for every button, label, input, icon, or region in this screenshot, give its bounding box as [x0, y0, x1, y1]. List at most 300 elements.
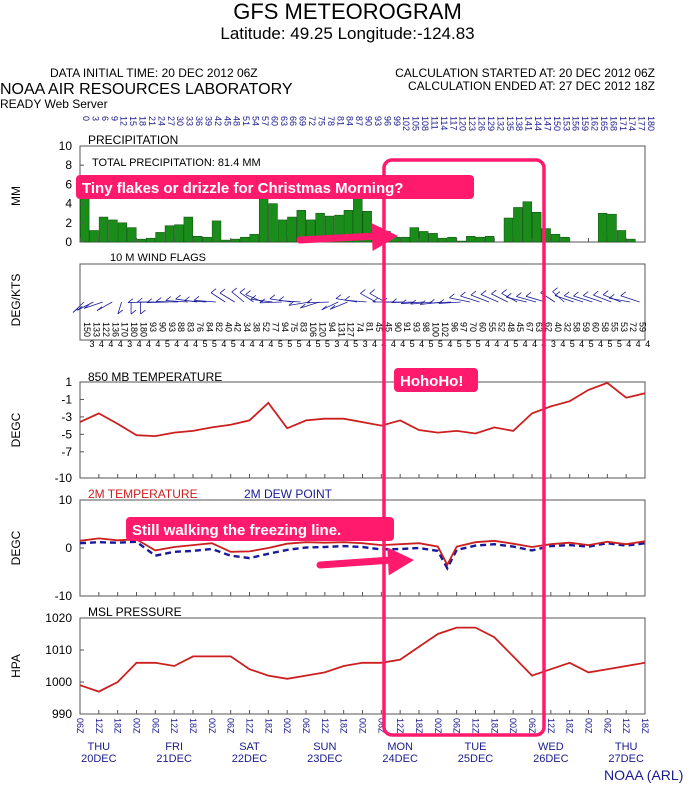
date-label: 21DEC	[156, 753, 192, 765]
precip-y-tick-label: 8	[65, 158, 72, 173]
mslp-title: MSL PRESSURE	[88, 605, 182, 619]
utc-hour-label: 12Z	[319, 718, 330, 734]
wind-speed-label: 4	[390, 339, 396, 349]
forecast-hour-label: 105	[410, 116, 421, 132]
day-label: FRI	[165, 741, 184, 753]
forecast-hour-label: 15	[128, 116, 139, 127]
forecast-hour-label: 123	[467, 116, 478, 132]
wind-ylabel: DEG/KTS	[9, 273, 23, 327]
wind-speed-label: 5	[202, 339, 208, 349]
date-label: 25DEC	[457, 753, 494, 765]
utc-hour-label: 12Z	[470, 718, 481, 734]
forecast-hour-label: 162	[589, 116, 600, 132]
mslp-y-tick-label: 1020	[45, 611, 72, 625]
forecast-hour-label: 33	[184, 116, 195, 127]
forecast-hour-label: 24	[156, 116, 167, 127]
wind-barb-flag	[553, 288, 558, 292]
wind-speed-label: 5	[428, 339, 434, 349]
t850-y-tick-label: -1	[61, 392, 72, 407]
forecast-hour-label: 60	[269, 116, 280, 127]
forecast-hour-label: 135	[504, 116, 515, 132]
utc-hour-label: 12Z	[93, 718, 104, 734]
wind-barb-flag	[166, 297, 171, 301]
precip-bar	[551, 234, 560, 242]
utc-hour-label: 00Z	[131, 718, 142, 734]
day-label: MON	[387, 741, 414, 753]
wind-direction-label: 45	[383, 322, 394, 333]
day-label: WED	[537, 741, 564, 753]
wind-speed-label: 4	[579, 339, 585, 349]
wind-direction-label: 62	[543, 322, 554, 333]
forecast-hour-label: 18	[137, 116, 148, 127]
forecast-hour-label: 45	[222, 116, 233, 127]
precip-y-tick-label: 0	[65, 235, 72, 249]
forecast-hour-label: 111	[429, 116, 440, 130]
wind-speed-label: 3	[550, 339, 556, 349]
wind-barb-flag	[603, 291, 608, 295]
precip-y-tick-label: 2	[65, 215, 72, 230]
wind-barb-flag	[185, 297, 190, 301]
wind-speed-label: 5	[607, 339, 613, 349]
precip-bar	[146, 238, 155, 242]
wind-speed-label: 4	[136, 339, 142, 349]
wind-speed-label: 3	[127, 339, 133, 349]
wind-direction-label: 42	[232, 322, 243, 333]
wind-speed-label: 5	[475, 339, 481, 349]
wind-barb-flag	[194, 296, 199, 300]
wind-barb	[583, 296, 602, 302]
wind-direction-label: 52	[496, 322, 507, 333]
forecast-hour-label: 90	[363, 116, 374, 127]
t850-y-tick-label: -7	[61, 444, 72, 459]
wind-barb-flag	[345, 296, 350, 300]
wind-direction-label: 90	[392, 322, 403, 333]
precip-bar	[165, 226, 174, 242]
wind-speed-label: 3	[89, 339, 95, 349]
wind-direction-label: 83	[298, 322, 309, 333]
precip-y-tick-label: 6	[65, 177, 72, 192]
precip-bar	[287, 217, 296, 242]
wind-barb	[360, 293, 376, 302]
utc-hour-label: 12Z	[169, 718, 180, 734]
wind-speed-label: 5	[466, 339, 472, 349]
wind-speed-label: 4	[249, 339, 255, 349]
precip-bar	[419, 231, 428, 242]
mslp-ylabel: HPA	[9, 654, 23, 678]
precip-bar	[127, 228, 136, 242]
wind-direction-label: 67	[524, 322, 535, 333]
forecast-hour-label: 168	[608, 116, 619, 132]
wind-speed-label: 5	[437, 339, 443, 349]
wind-speed-label: 5	[164, 339, 170, 349]
wind-barb	[211, 293, 225, 302]
utc-hour-label: 06Z	[527, 718, 537, 734]
wind-speed-label: 4	[597, 339, 604, 349]
wind-direction-label: 58	[599, 322, 610, 333]
wind-speed-label: 4	[532, 339, 538, 349]
day-label: THU	[614, 741, 638, 753]
forecast-hour-label: 132	[495, 116, 506, 132]
wind-direction-label: 45	[515, 322, 526, 333]
t850-frame	[80, 382, 645, 478]
utc-hour-label: 18Z	[338, 718, 349, 734]
wind-barb-flag	[460, 292, 465, 296]
forecast-hour-label: 78	[325, 116, 336, 127]
forecast-hour-label: 150	[551, 116, 562, 132]
forecast-hour-label: 99	[391, 116, 402, 127]
wind-barb	[449, 298, 470, 302]
wind-speed-label: 4	[258, 339, 265, 349]
precip-ylabel: MM	[9, 186, 23, 206]
wind-speed-label: 4	[193, 339, 199, 349]
forecast-hour-label: 30	[175, 116, 186, 127]
wind-direction-label: 40	[552, 322, 563, 333]
wind-barb-flag	[232, 288, 237, 292]
precip-title: PRECIPITATION	[88, 133, 179, 147]
utc-hour-label: 00Z	[508, 718, 519, 734]
wind-speed-label: 5	[287, 339, 293, 349]
forecast-hour-label: 120	[457, 116, 468, 132]
precip-bar	[626, 239, 635, 242]
wind-barb-flag	[246, 291, 251, 295]
day-label: TUE	[464, 741, 487, 753]
wind-speed-label: 3	[362, 339, 368, 349]
wind-direction-label: 102	[439, 322, 450, 338]
forecast-hour-label: 177	[636, 116, 647, 132]
wind-speed-label: 4	[635, 339, 641, 349]
utc-hour-label: 12Z	[545, 718, 556, 734]
wind-barb-flag	[137, 298, 142, 302]
wind-speed-label: 5	[230, 339, 236, 349]
precip-bar	[259, 192, 268, 242]
forecast-hour-label: 144	[533, 116, 543, 132]
precip-bar	[109, 220, 118, 242]
wind-speed-label: 4	[343, 339, 349, 349]
temp-note: HohoHo!	[400, 373, 464, 390]
wind-speed-label: 4	[155, 339, 161, 349]
precip-bar	[448, 237, 457, 242]
wind-barb	[593, 295, 611, 302]
wind-barb-flag	[449, 294, 454, 298]
wind-direction-label: 122	[100, 322, 111, 338]
wind-direction-label: 131	[336, 322, 347, 338]
wind-speed-label: 4	[645, 339, 651, 349]
precip-bar	[400, 237, 409, 242]
utc-hour-label: 00Z	[583, 718, 594, 734]
wind-barb	[260, 302, 282, 303]
wind-barb-flag	[621, 292, 626, 296]
precip-arrow	[300, 236, 376, 240]
wind-direction-label: 48	[505, 322, 516, 333]
wind-direction-label: 52	[260, 322, 271, 333]
wind-speed-label: 5	[588, 339, 594, 349]
forecast-hour-label: 48	[231, 116, 242, 127]
date-label: 26DEC	[533, 753, 569, 765]
wind-speed-label: 4	[381, 339, 387, 349]
wind-barb-flag	[336, 295, 341, 299]
precip-bar	[193, 236, 202, 242]
wind-direction-label: 60	[477, 322, 488, 333]
forecast-hour-label: 147	[542, 116, 553, 132]
forecast-hour-label: 138	[514, 116, 525, 132]
forecast-hour-label: 81	[335, 116, 346, 127]
wind-speed-label: 4	[174, 339, 180, 349]
precip-bar	[532, 212, 541, 242]
lab-name: NOAA AIR RESOURCES LABORATORY	[0, 81, 293, 98]
forecast-hour-label: 72	[307, 116, 317, 127]
calc-ended: CALCULATION ENDED AT: 27 DEC 2012 18Z	[408, 79, 655, 93]
mslp-line	[80, 628, 645, 692]
wind-speed-label: 3	[334, 339, 340, 349]
precip-bar	[438, 238, 447, 242]
forecast-hour-label: 21	[146, 116, 157, 127]
wind-direction-label: 94	[279, 322, 290, 333]
t2m-y-tick-label: 0	[65, 541, 72, 555]
wind-speed-label: 5	[353, 339, 359, 349]
wind-barb	[232, 292, 244, 302]
precip-bar	[278, 220, 287, 242]
wind-speed-label: 4	[183, 339, 189, 349]
wind-barb-flag	[220, 289, 225, 293]
mslp-y-tick-label: 990	[51, 707, 72, 721]
page-title: GFS METEOROGRAM	[233, 0, 462, 24]
forecast-hour-label: 180	[646, 116, 656, 132]
day-label: SUN	[313, 741, 337, 753]
wind-barb-flag	[526, 292, 531, 296]
precip-y-tick-label: 10	[58, 139, 72, 153]
wind-direction-label: 100	[430, 322, 441, 338]
forecast-hour-label: 102	[401, 116, 412, 132]
forecast-hour-label: 153	[561, 116, 572, 132]
date-label: 23DEC	[307, 753, 343, 765]
wind-direction-label: 77	[270, 322, 281, 333]
precip-bar	[231, 239, 240, 242]
wind-direction-label: 93	[147, 322, 158, 333]
precip-bar	[269, 204, 278, 242]
t850-y-tick-label: 1	[65, 375, 72, 389]
wind-speed-label: 4	[522, 339, 528, 349]
precip-bar	[184, 217, 193, 242]
wind-barb-flag	[156, 298, 161, 302]
wind-barb	[220, 293, 235, 302]
wind-direction-label: 133	[91, 322, 102, 338]
precip-bar	[485, 236, 494, 242]
t2m-legend: 2M TEMPERATURE	[88, 487, 198, 501]
wind-direction-label: 98	[421, 322, 431, 333]
precip-bar	[410, 228, 419, 242]
wind-barb-flag	[593, 291, 598, 295]
forecast-hour-label: 27	[165, 116, 176, 127]
wind-direction-label: 75	[289, 322, 300, 333]
wind-direction-label: 91	[402, 322, 413, 333]
wind-barb-flag	[73, 308, 78, 312]
forecast-hour-label: 126	[476, 116, 487, 132]
utc-hour-label: 18Z	[414, 718, 424, 734]
server-name: READY Web Server	[0, 97, 108, 111]
wind-speed-label: 5	[324, 339, 330, 349]
wind-barb-flag	[131, 310, 136, 314]
wind-barb-flag	[360, 289, 365, 293]
wind-direction-label: 150	[82, 322, 92, 338]
forecast-hour-label: 87	[354, 116, 365, 127]
wind-barb-flag	[128, 299, 133, 303]
wind-barb-flag	[506, 293, 511, 297]
precip-bar	[457, 241, 466, 242]
precip-bar	[118, 223, 127, 242]
t850-y-tick-label: -10	[54, 471, 72, 485]
forecast-hour-label: 159	[580, 116, 591, 132]
wind-barb-flag	[502, 289, 507, 293]
wind-barb	[516, 297, 536, 302]
wind-barb-flag	[279, 297, 284, 301]
forecast-hour-label: 171	[617, 116, 628, 132]
t2m-y-tick-label: -10	[54, 589, 72, 603]
wind-direction-label: 96	[449, 322, 460, 333]
wind-direction-label: 72	[628, 322, 639, 333]
wind-barb-flag	[564, 292, 569, 296]
wind-direction-label: 60	[590, 322, 601, 333]
utc-hour-label: 12Z	[244, 718, 255, 734]
wind-barb-flag	[471, 291, 476, 295]
wind-direction-label: 45	[373, 322, 384, 333]
wind-direction-label: 32	[562, 322, 573, 333]
wind-barb-flag	[176, 295, 181, 299]
day-label: THU	[87, 741, 111, 753]
precip-bar	[212, 221, 221, 242]
utc-hour-label: 18Z	[640, 718, 650, 734]
utc-hour-label: 06Z	[602, 718, 613, 734]
wind-direction-label: 74	[355, 322, 366, 333]
wind-speed-label: 5	[616, 339, 622, 349]
forecast-hour-label: 6	[99, 116, 110, 122]
wind-direction-label: 93	[411, 322, 422, 333]
forecast-hour-label: 0	[81, 116, 91, 122]
wind-direction-label: 55	[486, 322, 497, 333]
forecast-hour-label: 84	[344, 116, 355, 127]
wind-direction-label: 180	[138, 322, 149, 338]
utc-hour-label: 18Z	[188, 718, 198, 734]
precip-bar	[523, 202, 532, 242]
wind-title: 10 M WIND FLAGS	[110, 252, 206, 264]
wind-direction-label: 136	[110, 322, 121, 338]
forecast-hour-label: 9	[109, 116, 120, 122]
wind-direction-label: 40	[223, 322, 234, 333]
wind-barb	[330, 302, 348, 309]
wind-direction-label: 170	[119, 322, 130, 338]
forecast-hour-label: 117	[448, 116, 459, 131]
t850-ylabel: DEGC	[9, 412, 23, 448]
precip-note: Tiny flakes or drizzle for Christmas Morning?	[82, 180, 404, 197]
forecast-hour-label: 12	[118, 116, 129, 127]
dewpoint-legend: 2M DEW POINT	[244, 487, 333, 501]
forecast-hour-label: 75	[316, 116, 327, 127]
forecast-hour-label: 96	[382, 116, 393, 127]
wind-speed-label: 4	[268, 339, 274, 349]
utc-hour-label: 18Z	[112, 718, 123, 734]
wind-barb-flag	[555, 292, 560, 296]
precip-bar	[561, 237, 570, 242]
precip-bar	[504, 218, 513, 242]
wind-direction-label: 127	[345, 322, 356, 338]
wind-direction-label: 88	[176, 322, 187, 333]
wind-speed-label: 4	[371, 339, 378, 349]
precip-bar	[466, 236, 475, 242]
wind-direction-label: 55	[609, 322, 620, 333]
highlight-box	[384, 160, 547, 735]
wind-speed-label: 4	[484, 339, 491, 349]
date-label: 20DEC	[81, 753, 117, 765]
forecast-hour-label: 108	[420, 116, 430, 132]
utc-hour-label: 06Z	[301, 718, 311, 734]
t850-y-tick-label: -5	[61, 427, 72, 442]
forecast-hour-label: 93	[372, 116, 383, 127]
precip-bar	[174, 225, 183, 242]
wind-speed-label: 5	[513, 339, 519, 349]
forecast-hour-label: 42	[212, 116, 223, 127]
utc-hour-label: 00Z	[282, 718, 293, 734]
date-label: 24DEC	[382, 753, 418, 765]
t850-y-tick-label: -3	[61, 409, 72, 424]
wind-barb	[555, 296, 574, 302]
wind-direction-label: 76	[195, 322, 205, 333]
wind-direction-label: 106	[308, 322, 318, 338]
wind-speed-label: 5	[456, 339, 462, 349]
forecast-hour-label: 174	[627, 116, 638, 132]
precip-bar	[513, 207, 522, 242]
utc-hour-label: 06Z	[225, 718, 236, 734]
calc-started: CALCULATION STARTED AT: 20 DEC 2012 06Z	[395, 66, 655, 80]
wind-barb-flag	[270, 295, 275, 299]
precip-bar	[617, 230, 626, 242]
wind-speed-label: 4	[240, 339, 246, 349]
forecast-hour-label: 66	[288, 116, 299, 127]
wind-speed-label: 5	[315, 339, 321, 349]
mslp-y-tick-label: 1000	[45, 675, 72, 689]
wind-direction-label: 84	[204, 322, 215, 333]
precip-bar	[99, 217, 108, 242]
day-label: SAT	[239, 741, 260, 753]
utc-hour-label: 18Z	[263, 718, 274, 734]
precip-bar	[429, 233, 438, 242]
wind-direction-label: 34	[242, 322, 253, 333]
wind-direction-label: 70	[468, 322, 479, 333]
initial-time: DATA INITIAL TIME: 20 DEC 2012 06Z	[50, 66, 258, 80]
wind-speed-label: 4	[447, 339, 453, 349]
utc-hour-label: 00Z	[206, 718, 217, 734]
wind-barb	[573, 296, 592, 302]
forecast-hour-label: 129	[485, 116, 496, 132]
freeze-arrow	[320, 560, 392, 565]
utc-hour-label: 00Z	[357, 718, 368, 734]
t850-line	[80, 383, 645, 436]
utc-hour-label: 00Z	[432, 718, 443, 734]
utc-hour-label: 18Z	[489, 718, 500, 734]
wind-direction-label: 120	[317, 322, 328, 338]
precip-bar	[137, 239, 146, 242]
forecast-hour-label: 114	[438, 116, 449, 131]
freeze-arrow-head	[387, 547, 414, 575]
utc-hour-label: 06Z	[376, 718, 387, 734]
precip-bar	[203, 237, 212, 242]
wind-barb-flag	[211, 289, 216, 293]
wind-speed-label: 4	[503, 339, 509, 349]
wind-speed-label: 4	[108, 339, 114, 349]
precip-total: TOTAL PRECIPITATION: 81.4 MM	[92, 157, 261, 169]
wind-barb-flag	[141, 310, 146, 314]
forecast-hour-label: 39	[203, 116, 214, 127]
forecast-hour-label: 63	[278, 116, 289, 127]
forecast-hour-label: 54	[250, 116, 261, 127]
